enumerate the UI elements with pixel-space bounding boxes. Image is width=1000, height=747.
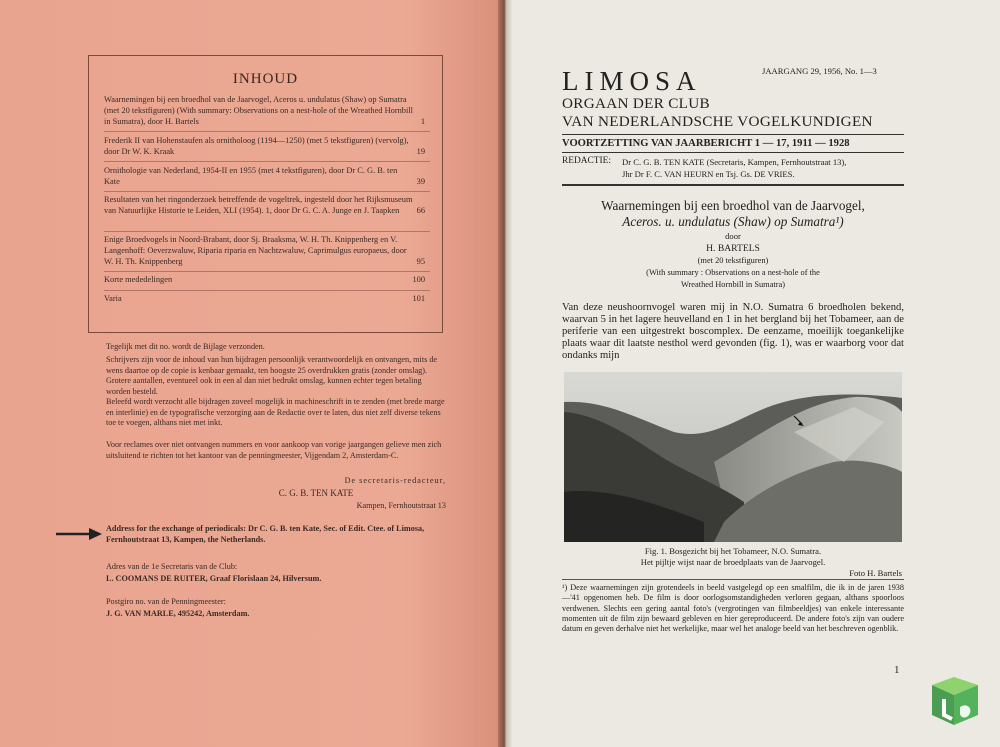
journal-title: LIMOSA xyxy=(562,66,702,96)
lastdodo-logo-icon xyxy=(922,677,988,733)
summary-line-2: Wreathed Hornbill in Sumatra) xyxy=(680,280,786,289)
secretary-title: De secretaris-redacteur, xyxy=(344,476,446,485)
postgiro-label: Postgiro no. van de Penningmeester: xyxy=(106,597,226,606)
secretary-address: Kampen, Fernhoutstraat 13 xyxy=(356,501,446,510)
secretary-name: C. G. B. TEN KATE xyxy=(278,488,354,498)
notice-authors: Schrijvers zijn voor de inhoud van hun bijdragen persoonlijk verantwoordelijk en ontvangen, mits de wens daartoe op de copie is kenbaar gemaakt, ten hoogste 25 overdrukken gratis (zonder omslag). Grotere aantallen, eventueel ook in een al dan niet bedrukt omslag, kunnen echter tegen betaling worden besteld. xyxy=(106,355,438,396)
header-rule-thick xyxy=(562,184,904,186)
notice-claims: Voor reclames over niet ontvangen nummers en voor aankoop van vorige jaargangen gelieve men zich uitsluitend te richten tot het kantoor van de penningmeester, Vijgendam 2, Amsterdam-C. xyxy=(106,440,442,460)
footnote: ¹) Deze waarnemingen zijn grotendeels in beeld vastgelegd op een smalfilm, die ik in de jaren 1938—'41 opgenomen heb. De film is door oorlogsomstandigheden verloren gegaan, althans spoorloos verdwenen. Slechts een gering aantal foto's (vergrotingen van filmbeeldjes) van enkele interessante momenten uit de film zijn bewaard gebleven en hier gereproduceerd. De andere foto's zijn van oudere datum en geven derhalve niet het werkelijke, maar wel het analoge beeld van het beschreven ogenblik. xyxy=(562,583,904,634)
toc-divider xyxy=(104,231,430,232)
article-body: Van deze neushoornvogel waren mij in N.O. Sumatra 6 broedholen bekend, waarvan 5 in het lagere heuvelland en 1 in het bergland bij het Tobameer, aan de periferie van een uitgestrekt boscomplex. De eenzame, moeilijk toegankelijke plaats waar dit laatste nesthol werd gevonden (fig. 1), was er waarborg voor dat ondanks mijn xyxy=(562,302,904,362)
toc-item: Resultaten van het ringonderzoek betreffende de vogeltrek, ingesteld door het Rijksmuseum van Natuurlijke Historie te Leiden, XLI (1954). 1, door Dr G. C. A. Junge en J. Taapken 66 xyxy=(104,195,425,215)
byline-door: door xyxy=(725,231,741,241)
organ-line-1: ORGAAN DER CLUB xyxy=(562,95,710,112)
toc-divider xyxy=(104,290,430,291)
editors-line-1: Dr C. G. B. TEN KATE (Secretaris, Kampen, Fernhoutstraat 13), xyxy=(622,157,847,167)
toc-divider xyxy=(104,131,430,132)
toc-item: Korte mededelingen 100 xyxy=(104,275,425,284)
summary-line-1: (With summary : Observations on a nest-hole of the xyxy=(646,268,820,277)
header-rule xyxy=(562,134,904,135)
toc-divider xyxy=(104,271,430,272)
toc-item: Ornithologie van Nederland, 1954-II en 1955 (met 4 tekstfiguren), door Dr C. G. B. ten Kate 39 xyxy=(104,166,425,186)
continuation-line: VOORTZETTING VAN JAARBERICHT 1 — 17, 1911 — 1928 xyxy=(562,138,850,149)
toc-item: Waarnemingen bij een broedhol van de Jaarvogel, Aceros u. undulatus (Shaw) op Sumatra (met 20 tekstfiguren) (With summary: Observations on a nest-hole of the Wreathed Hornbill in Sumatra), door H. Bartels 1 xyxy=(104,95,425,126)
postgiro-value: J. G. VAN MARLE, 495242, Amsterdam. xyxy=(106,609,250,618)
figure-count: (met 20 tekstfiguren) xyxy=(697,256,769,265)
forest-landscape-photo xyxy=(564,372,902,542)
bijlage-note: Tegelijk met dit no. wordt de Bijlage verzonden. xyxy=(106,342,265,351)
secretaris-value: L. COOMANS DE RUITER, Graaf Florislaan 24, Hilversum. xyxy=(106,574,322,583)
author-name: H. BARTELS xyxy=(706,243,760,254)
article-title-line-2: Aceros. u. undulatus (Shaw) op Sumatra¹) xyxy=(622,214,844,229)
toc-item: Enige Broedvogels in Noord-Brabant, door Sj. Braaksma, W. H. Th. Knippenberg en V. Langenhoff: Oeverzwaluw, Riparia riparia en Nachtzwaluw, Caprimulgus europaeus, door W. H. Th. Knippenberg 95 xyxy=(104,235,425,266)
organ-line-2: VAN NEDERLANDSCHE VOGELKUNDIGEN xyxy=(562,113,873,130)
toc-title: INHOUD xyxy=(232,71,299,87)
figure-caption-line-1: Fig. 1. Bosgezicht bij het Tobameer, N.O. Sumatra. xyxy=(644,546,822,556)
page-number: 1 xyxy=(894,664,900,676)
notice-typescript: Beleefd wordt verzocht alle bijdragen zoveel mogelijk in machineschrift in te zenden (met brede marge en interlinie) en de typografische verzorging aan de Redactie over te laten, dus niet zelf diverse tekens toe te voegen, althans niet met inkt. xyxy=(106,397,445,428)
footnote-rule xyxy=(562,579,904,580)
editors-line-2: Jhr Dr F. C. VAN HEURN en Tsj. Gs. DE VRIES. xyxy=(622,169,795,179)
secretaris-label: Adres van de 1e Secretaris van de Club: xyxy=(106,562,238,571)
toc-item: Varia 101 xyxy=(104,294,425,303)
header-rule xyxy=(562,152,904,153)
volume-line: JAARGANG 29, 1956, No. 1—3 xyxy=(762,66,877,76)
toc-item: Frederik II van Hohenstaufen als ornitholoog (1194—1250) (met 5 tekstfiguren) (vervolg), door Dr W. K. Kraak 19 xyxy=(104,136,425,156)
figure-credit: Foto H. Bartels xyxy=(849,568,902,578)
figure-caption-line-2: Het pijltje wijst naar de broedplaats van de Jaarvogel. xyxy=(640,557,826,567)
book-spine xyxy=(498,0,512,747)
toc-divider xyxy=(104,191,430,192)
arrow-right-icon xyxy=(56,527,102,541)
exchange-address: Address for the exchange of periodicals: Dr C. G. B. ten Kate, Sec. of Edit. Ctee. of Limosa, Fernhoutstraat 13, Kampen, the Netherlands. xyxy=(106,524,425,544)
toc-divider xyxy=(104,161,430,162)
editors-label: REDACTIE: xyxy=(562,156,611,166)
article-title-line-1: Waarnemingen bij een broedhol van de Jaarvogel, xyxy=(601,198,865,213)
